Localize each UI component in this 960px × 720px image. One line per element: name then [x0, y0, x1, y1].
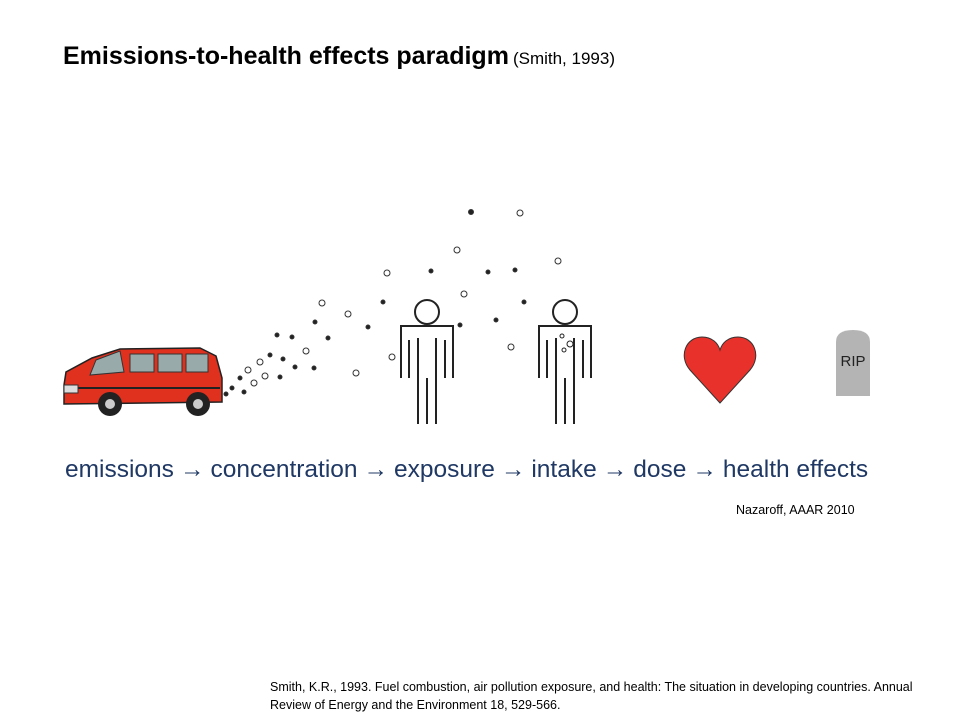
- person-icon: [401, 300, 453, 424]
- arrow-icon: →: [363, 456, 389, 483]
- stage-health-effects: health effects: [722, 456, 869, 483]
- causal-chain: [65, 456, 868, 484]
- tombstone-icon: [836, 330, 870, 396]
- stage-emissions: emissions: [65, 456, 174, 483]
- heart-icon: [684, 337, 756, 403]
- title-citation: (Smith, 1993): [512, 49, 615, 68]
- tombstone-label: RIP: [840, 353, 866, 370]
- reference: Smith, K.R., 1993. Fuel combustion, air pollution exposure, and health: The situation in developing countries. Annual Review of Energy and the Environment 18, 529-566.: [270, 680, 913, 712]
- stage-intake: intake: [531, 456, 597, 483]
- arrow-icon: →: [602, 456, 628, 483]
- person-with-particles-icon: [539, 300, 591, 424]
- stage-concentration: concentration: [210, 456, 358, 483]
- arrow-icon: →: [500, 456, 526, 483]
- stage-exposure: exposure: [394, 456, 495, 483]
- minivan-icon: [64, 348, 222, 416]
- pollutant-particles: [224, 210, 561, 397]
- credit: Nazaroff, AAAR 2010: [736, 503, 855, 517]
- arrow-icon: →: [179, 456, 205, 483]
- arrow-icon: →: [692, 456, 717, 483]
- stage-dose: dose: [633, 456, 687, 483]
- title-main: Emissions-to-health effects paradigm: [63, 42, 509, 70]
